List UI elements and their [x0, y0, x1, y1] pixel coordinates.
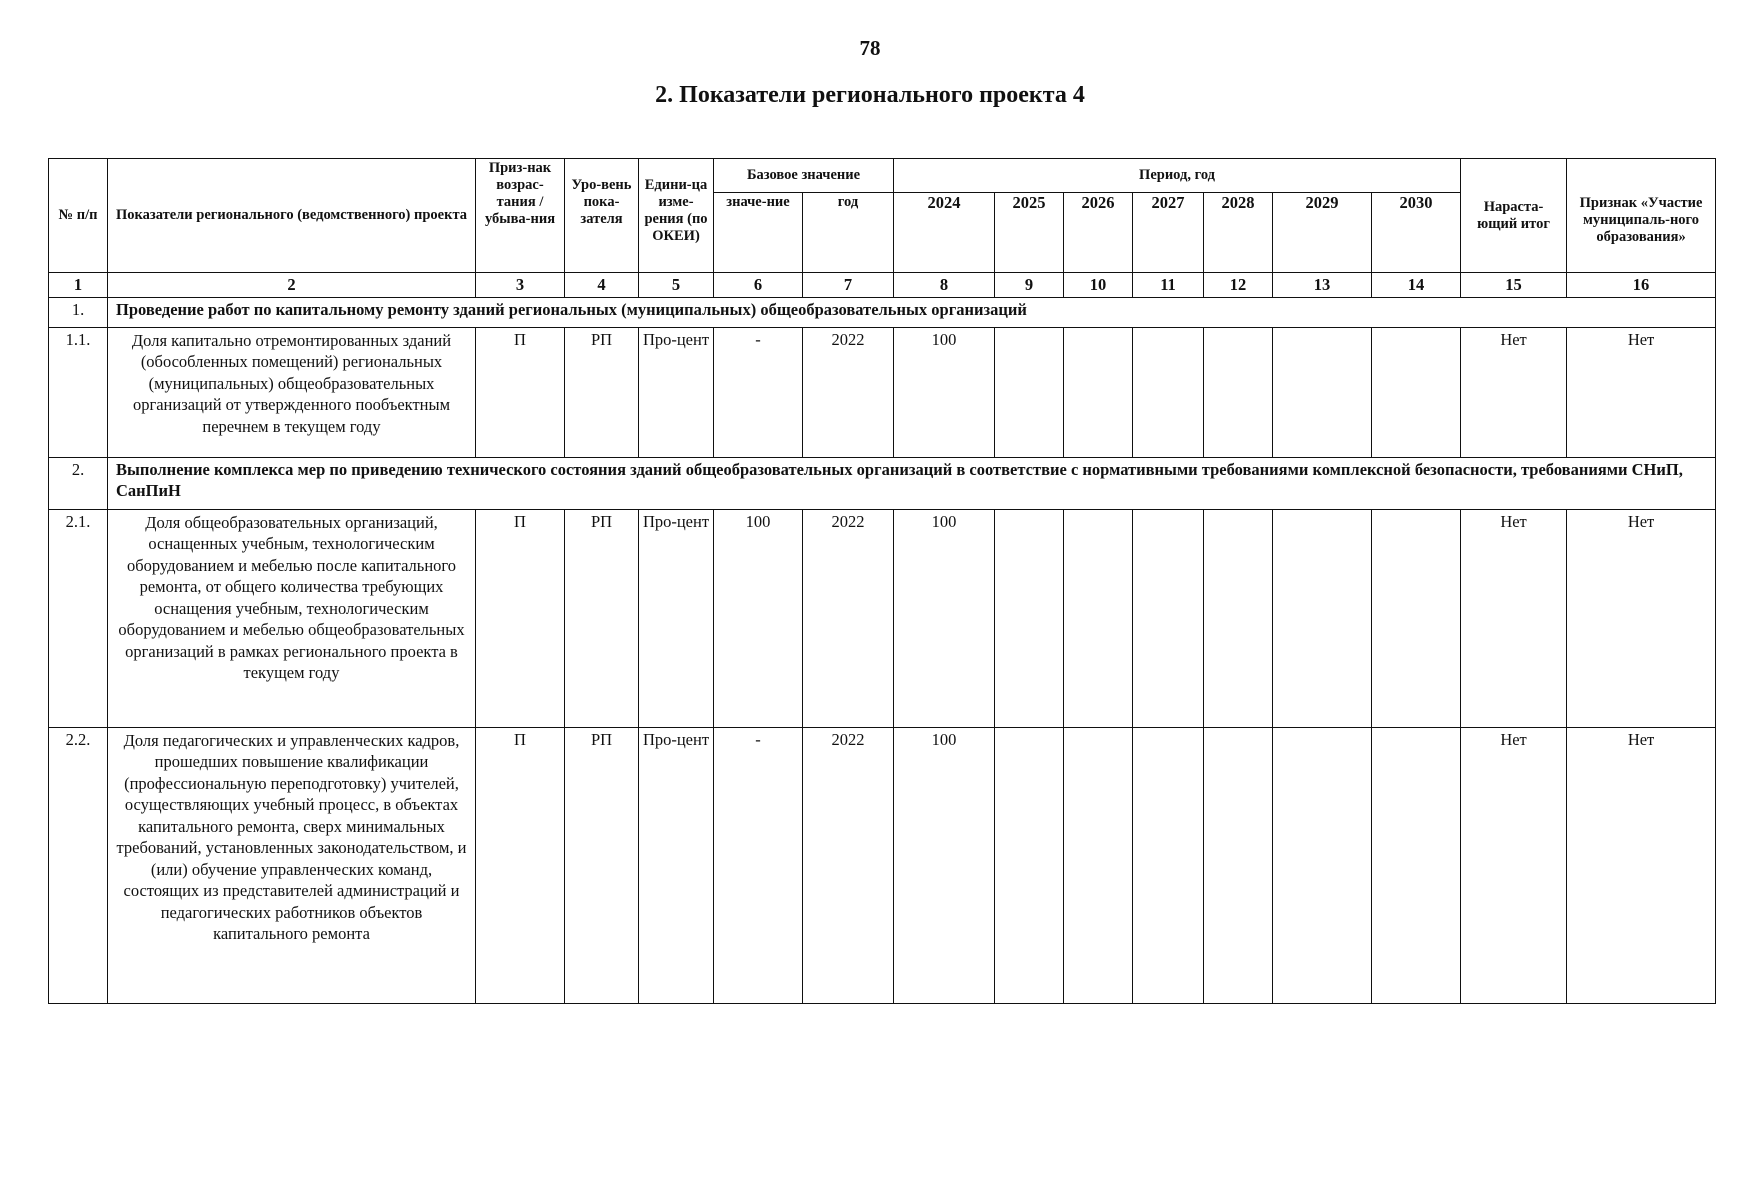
- column-number: 2: [108, 273, 476, 298]
- section-number: 1.: [49, 297, 108, 327]
- column-number: 5: [639, 273, 714, 298]
- year-2030-cell: [1372, 327, 1461, 457]
- section-title: Проведение работ по капитальному ремонту зданий региональных (муниципальных) общеобразовательных организаций: [108, 297, 1716, 327]
- header-num: № п/п: [49, 159, 108, 273]
- year-2029-cell: [1273, 727, 1372, 1003]
- column-number-row: [49, 273, 1716, 298]
- header-trend: Приз-нак возрас-тания / убыва-ния: [476, 159, 565, 273]
- level-cell: РП: [565, 509, 639, 727]
- header-level: Уро-вень пока-зателя: [565, 159, 639, 273]
- header-cumulative: Нараста-ющий итог: [1461, 159, 1567, 273]
- unit-cell: Про-цент: [639, 727, 714, 1003]
- column-number: 6: [714, 273, 803, 298]
- page-title: 2. Показатели регионального проекта 4: [655, 82, 1085, 108]
- year-2026-cell: [1064, 509, 1133, 727]
- column-number: 3: [476, 273, 565, 298]
- column-number: 10: [1064, 273, 1133, 298]
- year-2024-cell: 100: [894, 509, 995, 727]
- year-2028-cell: [1204, 509, 1273, 727]
- column-number: 8: [894, 273, 995, 298]
- header-year-2029: 2029: [1273, 193, 1372, 273]
- year-2024-cell: 100: [894, 727, 995, 1003]
- year-2026-cell: [1064, 327, 1133, 457]
- base-year-cell: 2022: [803, 727, 894, 1003]
- table-row: [49, 727, 1716, 1003]
- year-2027-cell: [1133, 327, 1204, 457]
- column-number: 11: [1133, 273, 1204, 298]
- indicator-name: Доля капитально отремонтированных зданий (обособленных помещений) региональных (муниципальных) общеобразовательных организаций от утвержденного пообъектным перечнем в текущем году: [108, 327, 476, 457]
- header-period-group: Период, год: [894, 159, 1461, 193]
- unit-cell: Про-цент: [639, 327, 714, 457]
- header-year-2025: 2025: [995, 193, 1064, 273]
- section-row: [49, 297, 1716, 327]
- row-number: 1.1.: [49, 327, 108, 457]
- header-year-2028: 2028: [1204, 193, 1273, 273]
- trend-cell: П: [476, 727, 565, 1003]
- year-2025-cell: [995, 509, 1064, 727]
- page-number: 78: [859, 36, 881, 60]
- section-row: [49, 457, 1716, 509]
- base-year-cell: 2022: [803, 509, 894, 727]
- trend-cell: П: [476, 327, 565, 457]
- header-year-2030: 2030: [1372, 193, 1461, 273]
- cumulative-cell: Нет: [1461, 327, 1567, 457]
- header-indicator-name: Показатели регионального (ведомственного) проекта: [108, 159, 476, 273]
- year-2030-cell: [1372, 727, 1461, 1003]
- column-number: 16: [1567, 273, 1716, 298]
- indicator-name: Доля педагогических и управленческих кадров, прошедших повышение квалификации (профессиональную переподготовку) учителей, осуществляющих учебный процесс, в объектах капитального ремонта, сверх минимальных требований, установленных законодательством, и (или) обучение управленческих команд, состоящих из представителей администраций и педагогических работников объектов капитального ремонта: [108, 727, 476, 1003]
- year-2024-cell: 100: [894, 327, 995, 457]
- column-number: 1: [49, 273, 108, 298]
- year-2027-cell: [1133, 509, 1204, 727]
- year-2028-cell: [1204, 327, 1273, 457]
- year-2026-cell: [1064, 727, 1133, 1003]
- base-year-cell: 2022: [803, 327, 894, 457]
- header-year-2024: 2024: [894, 193, 995, 273]
- row-number: 2.1.: [49, 509, 108, 727]
- column-number: 14: [1372, 273, 1461, 298]
- cumulative-cell: Нет: [1461, 509, 1567, 727]
- column-number: 4: [565, 273, 639, 298]
- column-number: 12: [1204, 273, 1273, 298]
- row-number: 2.2.: [49, 727, 108, 1003]
- year-2025-cell: [995, 727, 1064, 1003]
- section-title: Выполнение комплекса мер по приведению технического состояния зданий общеобразовательных организаций в соответствие с нормативными требованиями комплексной безопасности, требованиями СНиП, СанПиН: [108, 457, 1716, 509]
- cumulative-cell: Нет: [1461, 727, 1567, 1003]
- base-value-cell: -: [714, 727, 803, 1003]
- table-row: [49, 509, 1716, 727]
- header-base-year: год: [803, 193, 894, 273]
- year-2029-cell: [1273, 509, 1372, 727]
- year-2029-cell: [1273, 327, 1372, 457]
- indicator-name: Доля общеобразовательных организаций, оснащенных учебным, технологическим оборудованием и мебелью после капитального ремонта, от общего количества требующих оснащения учебным, технологическим оборудованием и мебелью общеобразовательных организаций в рамках регионального проекта в текущем году: [108, 509, 476, 727]
- base-value-cell: -: [714, 327, 803, 457]
- header-base-value: значе-ние: [714, 193, 803, 273]
- column-number: 13: [1273, 273, 1372, 298]
- municipal-cell: Нет: [1567, 327, 1716, 457]
- municipal-cell: Нет: [1567, 509, 1716, 727]
- unit-cell: Про-цент: [639, 509, 714, 727]
- header-municipal: Признак «Участие муниципаль-ного образования»: [1567, 159, 1716, 273]
- year-2025-cell: [995, 327, 1064, 457]
- level-cell: РП: [565, 327, 639, 457]
- indicators-table: [48, 158, 1716, 1004]
- level-cell: РП: [565, 727, 639, 1003]
- column-number: 7: [803, 273, 894, 298]
- municipal-cell: Нет: [1567, 727, 1716, 1003]
- column-number: 9: [995, 273, 1064, 298]
- base-value-cell: 100: [714, 509, 803, 727]
- table-row: [49, 327, 1716, 457]
- trend-cell: П: [476, 509, 565, 727]
- column-number: 15: [1461, 273, 1567, 298]
- year-2030-cell: [1372, 509, 1461, 727]
- year-2027-cell: [1133, 727, 1204, 1003]
- header-base-value-group: Базовое значение: [714, 159, 894, 193]
- section-number: 2.: [49, 457, 108, 509]
- header-year-2026: 2026: [1064, 193, 1133, 273]
- header-unit: Едини-ца изме-рения (по ОКЕИ): [639, 159, 714, 273]
- year-2028-cell: [1204, 727, 1273, 1003]
- header-year-2027: 2027: [1133, 193, 1204, 273]
